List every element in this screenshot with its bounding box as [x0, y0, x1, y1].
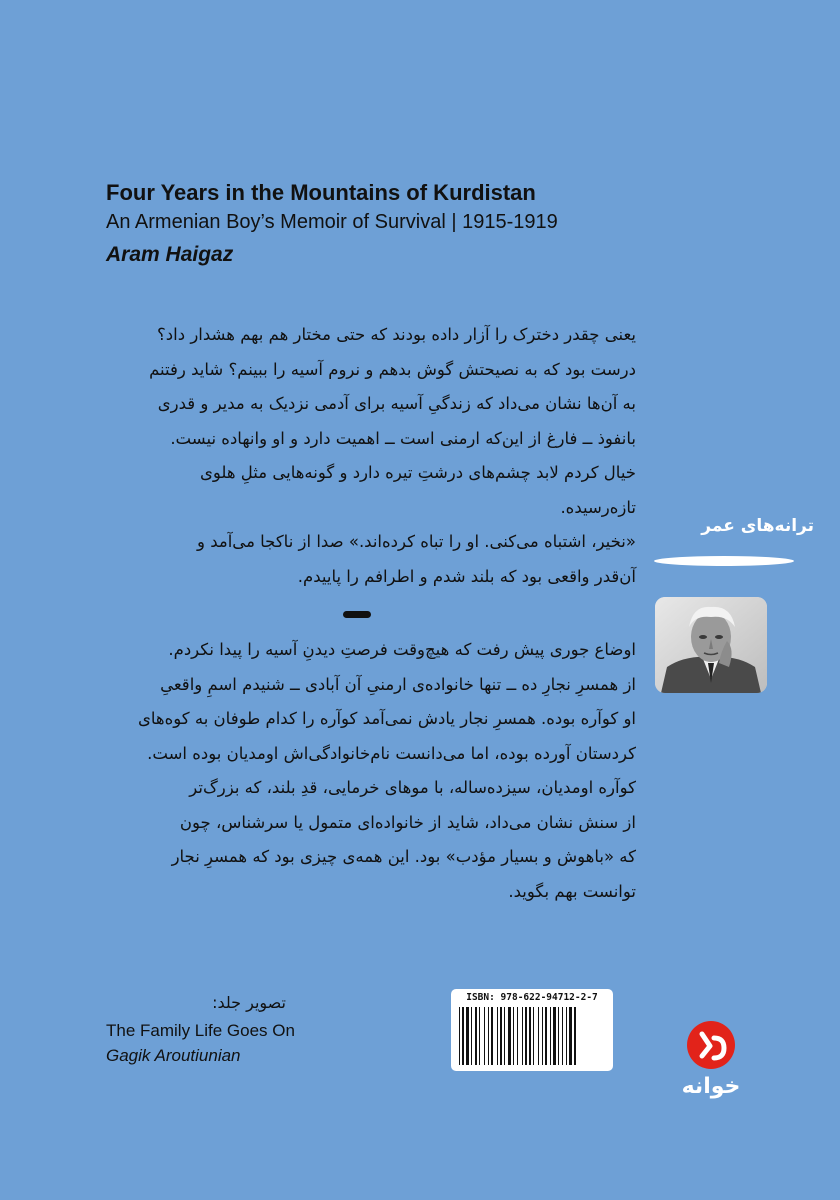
isbn-barcode-box: [451, 989, 613, 1071]
author-portrait: [655, 597, 767, 693]
book-title-block: [106, 178, 626, 272]
barcode-graphic: [457, 1007, 607, 1065]
publisher-name: خوانه: [681, 1074, 741, 1099]
excerpt-line: یعنی چقدر دخترک را آزار داده بودند که حتی مختار هم بهم هشدار داد؟: [157, 325, 636, 344]
excerpt-line: کردستان آورده بوده، اما می‌دانست نام‌خانوادگی‌اش اومدیان بوده است.: [147, 743, 636, 763]
excerpt-line: اوضاع جوری پیش رفت که هیچ‌وقت فرصتِ دیدنِ آسیه را پیدا نکردم.: [168, 640, 636, 659]
excerpt-line: توانست بهم بگوید.: [508, 881, 636, 901]
excerpt-line: درست بود که به نصیحتش گوش بدهم و نروم آسیه را ببینم؟ شاید رفتنم: [149, 359, 636, 379]
cover-artwork-title: The Family Life Goes On: [106, 1021, 295, 1040]
excerpt-line: بانفوذ ــ فارغ از این‌که ارمنی است ــ اهمیت دارد و او وانهاده نیست.: [170, 428, 636, 448]
excerpt-section-1: [100, 318, 636, 594]
excerpt-line: که «باهوش و بسیار مؤدب» بود. این همه‌ی چیزی بود که همسرِ نجار: [171, 847, 636, 866]
book-subtitle: An Armenian Boy’s Memoir of Survival | 1915-1919: [106, 211, 558, 233]
cover-artist-name: Gagik Aroutiunian: [106, 1046, 241, 1065]
excerpt-line: از سنش نشان می‌داد، شاید از خانواده‌ای متمول یا سرشناس، چون: [179, 812, 636, 832]
excerpt-line: تازه‌رسیده.: [560, 497, 636, 517]
excerpt-section-2: [100, 633, 636, 909]
section-separator: [343, 611, 371, 618]
excerpt-line: او کوآره بوده. همسرِ نجار یادش نمی‌آمد کوآره را کدام طوفان به کوه‌های: [137, 709, 636, 728]
publisher-mark-icon: [676, 1020, 746, 1076]
isbn-text: ISBN: 978-622-94712-2-7: [466, 992, 598, 1003]
excerpt-line: آن‌قدر واقعی بود که بلند شدم و اطرافم را پاییدم.: [297, 566, 636, 586]
book-title: Four Years in the Mountains of Kurdistan: [106, 180, 536, 205]
excerpt-line: خیال کردم لابد چشم‌های درشتِ تیره دارد و گونه‌هایی مثلِ هلوی: [199, 463, 636, 482]
series-label-text: ترانه‌های عمر: [701, 516, 814, 536]
publisher-logo: [676, 1020, 746, 1100]
excerpt-line: به آن‌ها نشان می‌داد که زندگیِ آسیه برای آدمی نزدیک به مدیر و قدری: [157, 394, 636, 413]
excerpt-line: «نخیر، اشتباه می‌کنی. او را تباه کرده‌اند.» صدا از ناکجا می‌آمد و: [197, 532, 636, 551]
cover-credit: [106, 990, 346, 1068]
book-author: Aram Haigaz: [106, 243, 234, 266]
cover-credit-label: تصویر جلد:: [212, 993, 286, 1012]
excerpt-line: کوآره اومدیان، سیزده‌ساله، با موهای خرمایی، قدِ بلند، که بزرگ‌تر: [189, 778, 636, 797]
series-label: [646, 516, 840, 576]
excerpt-line: از همسرِ نجارِ ده ــ تنها خانواده‌ی ارمنیِ آن آبادی ــ شنیدم اسمِ واقعیِ: [160, 674, 636, 694]
series-swoosh: [654, 556, 794, 566]
